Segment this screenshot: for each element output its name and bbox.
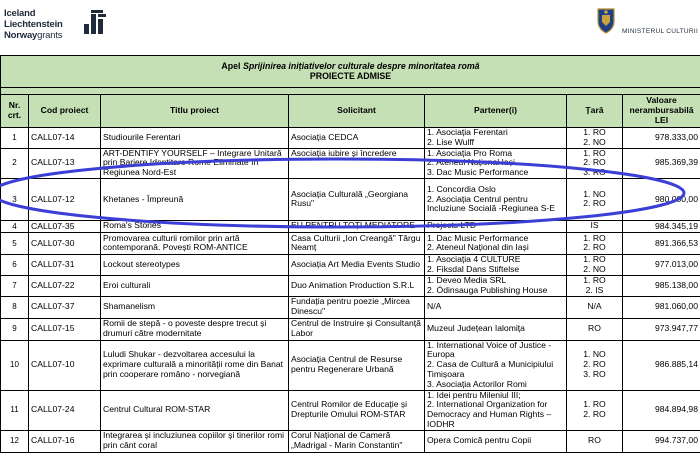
logo-line-liechtenstein: Liechtenstein: [4, 19, 124, 30]
cell-parteneri-line: 2. Ódinsauga Publishing House: [427, 286, 564, 296]
cell-tara-line: 3. RO: [569, 168, 620, 178]
cell-titlu-line: Roma's Stories: [103, 221, 286, 231]
cell-tara-line: 1. RO: [569, 255, 620, 265]
cell-nr: 12: [1, 430, 29, 452]
col-header-nr: Nr. crt.: [1, 95, 29, 128]
header-row: [1, 95, 700, 128]
cell-solicitant: [289, 128, 425, 149]
cell-titlu-line: ART-DENTIFY YOURSELF – Integrare Unitară: [103, 149, 286, 159]
cell-solicitant-line: EU PENTRU TOȚI MEDIATORE: [291, 221, 422, 231]
cell-nr: 8: [1, 296, 29, 318]
cell-solicitant-line: pentru Regenerare Urbană: [291, 365, 422, 375]
cell-solicitant-line: Asociația Centrul de Resurse: [291, 355, 422, 365]
cell-tara-line: 1. RO: [569, 234, 620, 244]
cell-cod: CALL07-10: [29, 340, 101, 390]
cell-titlu-line: Studiourile Ferentari: [103, 133, 286, 143]
cell-valoare: 891.366,53: [623, 232, 700, 254]
cell-parteneri-line: Democracy and Human Rights –: [427, 410, 564, 420]
cell-titlu: [101, 220, 289, 232]
cell-titlu-line: prin cooperare româno - norvegiană: [103, 370, 286, 380]
cell-titlu: [101, 128, 289, 149]
banner-subtitle: PROIECTE ADMISE: [3, 72, 698, 82]
cell-tara-line: 1. RO: [569, 149, 620, 159]
table-row-3: [1, 178, 700, 220]
cell-titlu-line: Regiunea Nord-Est: [103, 168, 286, 178]
cell-solicitant-line: Rusu": [291, 199, 422, 209]
cell-cod: CALL07-35: [29, 220, 101, 232]
eea-grants-mark-icon: [82, 10, 108, 36]
cell-cod: CALL07-22: [29, 275, 101, 296]
cell-solicitant: [289, 340, 425, 390]
cell-solicitant: [289, 390, 425, 430]
cell-parteneri-line: Timișoara: [427, 370, 564, 380]
cell-solicitant: [289, 430, 425, 452]
col-header-parteneri: Partener(i): [425, 95, 567, 128]
cell-parteneri-line: 1. International Voice of Justice -: [427, 341, 564, 351]
table-row-9: [1, 318, 700, 340]
cell-nr: 6: [1, 254, 29, 275]
cell-parteneri-line: Opera Comică pentru Copii: [427, 436, 564, 446]
cell-solicitant-line: Casa Culturii „Ion Creangă" Târgu: [291, 234, 422, 244]
cell-parteneri-line: 1. Dac Music Performance: [427, 234, 564, 244]
cell-titlu-line: Khetanes - Împreună: [103, 195, 286, 205]
cell-valoare: 986.885,14: [623, 340, 700, 390]
cell-parteneri-line: 2. Lise Wulff: [427, 138, 564, 148]
cell-titlu: [101, 232, 289, 254]
cell-tara: [567, 220, 623, 232]
cell-cod: CALL07-13: [29, 148, 101, 178]
cell-solicitant-line: Fundația pentru poezie „Mircea: [291, 297, 422, 307]
table-row-5: [1, 232, 700, 254]
cell-valoare: 973.947,77: [623, 318, 700, 340]
cell-parteneri-line: Europa: [427, 350, 564, 360]
cell-tara-line: 1. NO: [569, 190, 620, 200]
cell-titlu-line: Integrarea și incluziunea copiilor și tinerilor romi: [103, 431, 286, 441]
table-row-12: [1, 430, 700, 452]
cell-tara-line: 1. RO: [569, 400, 620, 410]
col-header-solicitant: Solicitant: [289, 95, 425, 128]
cell-tara-line: 3. RO: [569, 370, 620, 380]
cell-solicitant: [289, 178, 425, 220]
cell-solicitant-line: Asociația iubire și încredere: [291, 149, 422, 159]
cell-titlu-line: Shamanelism: [103, 302, 286, 312]
table-row-6: [1, 254, 700, 275]
cell-parteneri: [425, 390, 567, 430]
document-header: [0, 0, 700, 52]
cell-parteneri: [425, 318, 567, 340]
cell-parteneri-line: 1. Idei pentru Mileniul III;: [427, 391, 564, 401]
table-body: [1, 128, 700, 453]
cell-parteneri: [425, 178, 567, 220]
cell-tara: [567, 148, 623, 178]
cell-tara: [567, 390, 623, 430]
banner-cell: [1, 56, 700, 88]
cell-nr: 7: [1, 275, 29, 296]
cell-cod: CALL07-14: [29, 128, 101, 149]
cell-nr: 10: [1, 340, 29, 390]
cell-tara-line: RO: [569, 436, 620, 446]
cell-parteneri-line: 2. International Organization for: [427, 400, 564, 410]
cell-titlu-line: prin cânt coral: [103, 441, 286, 451]
cell-tara-line: 2. RO: [569, 158, 620, 168]
cell-valoare: 978.333,00: [623, 128, 700, 149]
cell-titlu: [101, 178, 289, 220]
cell-nr: 2: [1, 148, 29, 178]
cell-titlu: [101, 390, 289, 430]
cell-cod: CALL07-30: [29, 232, 101, 254]
romanian-coat-of-arms-icon: [594, 6, 618, 34]
cell-parteneri-line: 2. Ateneul Național Iași: [427, 158, 564, 168]
cell-solicitant-line: Drepturile Omului ROM-STAR: [291, 410, 422, 420]
cell-solicitant-line: Asociația Art Media Events Studio: [291, 260, 422, 270]
cell-titlu-line: contemporană. Povești ROM-ANTICE: [103, 243, 286, 253]
cell-solicitant: [289, 220, 425, 232]
logo-line-norway: Norwaygrants: [4, 30, 124, 41]
cell-parteneri: [425, 232, 567, 254]
cell-titlu-line: Centrul Cultural ROM-STAR: [103, 405, 286, 415]
cell-solicitant-line: Centrul de Instruire și Consultanță: [291, 319, 422, 329]
cell-tara-line: 1. NO: [569, 350, 620, 360]
cell-solicitant: [289, 232, 425, 254]
cell-parteneri: [425, 296, 567, 318]
cell-valoare: 980.000,00: [623, 178, 700, 220]
cell-tara: [567, 178, 623, 220]
cell-titlu-line: Lockout stereotypes: [103, 260, 286, 270]
cell-nr: 3: [1, 178, 29, 220]
cell-tara: [567, 232, 623, 254]
cell-solicitant-line: „Madrigal - Marin Constantin": [291, 441, 422, 451]
cell-tara: [567, 128, 623, 149]
cell-tara: [567, 430, 623, 452]
cell-parteneri-line: Incluziune Socială -Regiunea S-E: [427, 204, 564, 214]
cell-titlu: [101, 318, 289, 340]
col-header-cod: Cod proiect: [29, 95, 101, 128]
cell-tara-line: 2. IS: [569, 286, 620, 296]
cell-nr: 11: [1, 390, 29, 430]
cell-tara-line: 2. RO: [569, 199, 620, 209]
cell-tara-line: 1. RO: [569, 276, 620, 286]
cell-tara-line: N/A: [569, 302, 620, 312]
cell-valoare: 985.138,00: [623, 275, 700, 296]
cell-tara-line: 2. NO: [569, 138, 620, 148]
cell-parteneri-line: Projects LTD: [427, 221, 564, 231]
cell-tara: [567, 296, 623, 318]
banner-spacer: [1, 88, 700, 95]
cell-solicitant: [289, 148, 425, 178]
cell-cod: CALL07-16: [29, 430, 101, 452]
cell-cod: CALL07-37: [29, 296, 101, 318]
cell-nr: 5: [1, 232, 29, 254]
cell-parteneri-line: 1. Deveo Media SRL: [427, 276, 564, 286]
cell-parteneri-line: 2. Ateneul Național din Iași: [427, 243, 564, 253]
cell-tara-line: 2. NO: [569, 265, 620, 275]
eea-grants-logo: [4, 8, 124, 48]
cell-parteneri-line: 3. Dac Music Performance: [427, 168, 564, 178]
cell-cod: CALL07-24: [29, 390, 101, 430]
cell-parteneri-line: 2. Asociația Centrul pentru: [427, 195, 564, 205]
cell-tara: [567, 340, 623, 390]
cell-solicitant-line: Neamț: [291, 243, 422, 253]
cell-parteneri-line: 1. Asociația 4 CULTURE: [427, 255, 564, 265]
cell-parteneri-line: IODHR: [427, 420, 564, 430]
col-header-tara: Țară: [567, 95, 623, 128]
cell-titlu-line: Promovarea culturii romilor prin artă: [103, 234, 286, 244]
table-row-4: [1, 220, 700, 232]
cell-parteneri-line: Muzeul Județean Ialomița: [427, 324, 564, 334]
cell-parteneri-line: 2. Casa de Cultură a Municipiului: [427, 360, 564, 370]
cell-valoare: 981.060,00: [623, 296, 700, 318]
cell-parteneri: [425, 220, 567, 232]
table-row-10: [1, 340, 700, 390]
table-row-11: [1, 390, 700, 430]
cell-solicitant-line: Centrul Romilor de Educație și: [291, 400, 422, 410]
cell-parteneri: [425, 128, 567, 149]
banner-title: Apel Sprijinirea inițiativelor culturale despre minoritatea romă: [3, 62, 698, 72]
cell-titlu-line: Eroi culturali: [103, 281, 286, 291]
table-row-8: [1, 296, 700, 318]
cell-titlu: [101, 296, 289, 318]
cell-valoare: 984.345,19: [623, 220, 700, 232]
cell-titlu-line: drumuri către modernitate: [103, 329, 286, 339]
cell-titlu-line: Luludi Shukar - dezvoltarea accesului la: [103, 350, 286, 360]
cell-cod: CALL07-31: [29, 254, 101, 275]
cell-nr: 4: [1, 220, 29, 232]
col-header-titlu: Titlu proiect: [101, 95, 289, 128]
cell-titlu: [101, 430, 289, 452]
cell-titlu: [101, 340, 289, 390]
cell-solicitant: [289, 318, 425, 340]
cell-tara: [567, 254, 623, 275]
cell-titlu-line: exprimare culturală a minorității rome din Banat: [103, 360, 286, 370]
table-banner: [1, 56, 700, 88]
cell-parteneri-line: 1. Asociația Pro Roma: [427, 149, 564, 159]
cell-parteneri-line: 3. Asociația Actorilor Romi: [427, 380, 564, 390]
logo-line-iceland: Iceland: [4, 8, 124, 19]
cell-tara-line: RO: [569, 324, 620, 334]
cell-solicitant: [289, 254, 425, 275]
cell-valoare: 984.894,98: [623, 390, 700, 430]
cell-parteneri: [425, 275, 567, 296]
cell-solicitant-line: Corul Național de Cameră: [291, 431, 422, 441]
table-row-2: [1, 148, 700, 178]
cell-parteneri-line: 1. Concordia Oslo: [427, 185, 564, 195]
cell-solicitant: [289, 275, 425, 296]
ministry-label: MINISTERUL CULTURII: [622, 28, 698, 35]
cell-titlu: [101, 254, 289, 275]
cell-tara-line: IS: [569, 221, 620, 231]
cell-tara-line: 2. RO: [569, 243, 620, 253]
cell-nr: 1: [1, 128, 29, 149]
cell-tara-line: 1. RO: [569, 128, 620, 138]
cell-cod: CALL07-12: [29, 178, 101, 220]
cell-tara-line: 2. RO: [569, 410, 620, 420]
cell-parteneri-line: 1. Asociația Ferentari: [427, 128, 564, 138]
cell-titlu-line: prin Bariere Identitare Rome Eliminate în: [103, 158, 286, 168]
col-header-valoare: Valoare nerambursabilă LEI: [623, 95, 700, 128]
cell-parteneri: [425, 148, 567, 178]
cell-parteneri: [425, 430, 567, 452]
cell-solicitant-line: Duo Animation Production S.R.L: [291, 281, 422, 291]
cell-valoare: 994.737,00: [623, 430, 700, 452]
cell-solicitant-line: Asociația CEDCA: [291, 133, 422, 143]
cell-titlu-line: Romii de stepă - o poveste despre trecut și: [103, 319, 286, 329]
cell-solicitant-line: Dinescu": [291, 307, 422, 317]
cell-tara: [567, 318, 623, 340]
cell-parteneri-line: 2. Fiksdal Dans Stiftelse: [427, 265, 564, 275]
cell-solicitant-line: Labor: [291, 329, 422, 339]
cell-tara: [567, 275, 623, 296]
cell-titlu: [101, 275, 289, 296]
cell-parteneri-line: N/A: [427, 302, 564, 312]
table-row-1: [1, 128, 700, 149]
cell-valoare: 985.369,39: [623, 148, 700, 178]
cell-valoare: 977.013,00: [623, 254, 700, 275]
table-row-7: [1, 275, 700, 296]
cell-parteneri: [425, 340, 567, 390]
ministry-of-culture-logo: [582, 6, 698, 46]
projects-table: [0, 55, 700, 453]
cell-tara-line: 2. RO: [569, 360, 620, 370]
cell-solicitant-line: Asociația Culturală „Georgiana: [291, 190, 422, 200]
cell-parteneri: [425, 254, 567, 275]
cell-cod: CALL07-15: [29, 318, 101, 340]
cell-titlu: [101, 148, 289, 178]
cell-nr: 9: [1, 318, 29, 340]
cell-solicitant: [289, 296, 425, 318]
